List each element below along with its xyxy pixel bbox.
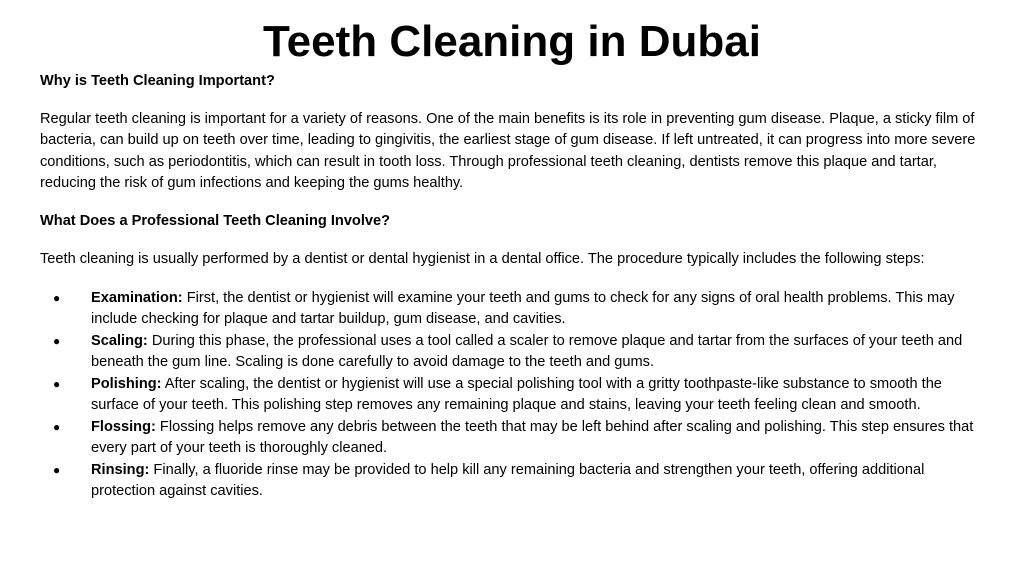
why-paragraph: Regular teeth cleaning is important for a variety of reasons. One of the main benefits is its role in preventing gum disease. Plaque, a sticky film of bacteria, can build up on teeth over time, leading to gingivitis, the earliest stage of gum disease. If left untreated, it can progress into more severe conditions, such as periodontitis, which can result in tooth loss. Through professional teeth cleaning, dentists remove this plaque and tartar, reducing the risk of gum infections and keeping the gums healthy. [40,110,976,191]
what-heading: What Does a Professional Teeth Cleaning Involve? [40,212,391,229]
step-text: Flossing helps remove any debris between the teeth that may be left behind after scaling and polishing. This step ensures that every part of your teeth is thoroughly cleaned. [91,418,974,456]
list-item-scaling [40,331,980,374]
bullet-icon: ● [53,376,61,391]
step-term: Polishing: [91,375,162,392]
step-term: Scaling: [91,332,148,349]
step-term: Examination: [91,289,183,306]
steps-list [40,288,980,503]
list-item-rinsing [40,460,980,503]
bullet-icon: ● [53,290,61,305]
bullet-icon: ● [53,419,61,434]
list-item-flossing [40,417,980,460]
list-item-polishing [40,374,980,417]
slide-content [40,71,980,503]
step-text: Finally, a fluoride rinse may be provided to help kill any remaining bacteria and strengthen your teeth, offering additional protection against cavities. [91,461,925,499]
why-heading: Why is Teeth Cleaning Important? [40,73,275,89]
bullet-icon: ● [53,333,61,348]
step-term: Flossing: [91,418,156,435]
step-text: During this phase, the professional uses a tool called a scaler to remove plaque and tartar from the surfaces of your teeth and beneath the gum line. Scaling is done carefully to avoid damage to the teeth and gums. [91,332,963,370]
step-term: Rinsing: [91,461,150,478]
list-item-examination [40,288,980,331]
bullet-icon: ● [53,462,61,477]
page-title: Teeth Cleaning in Dubai [263,17,761,66]
what-paragraph: Teeth cleaning is usually performed by a dentist or dental hygienist in a dental office. The procedure typically includes the following steps: [40,251,925,267]
step-text: First, the dentist or hygienist will examine your teeth and gums to check for any signs of oral health problems. This may include checking for plaque and tartar buildup, gum disease, and cavities. [91,289,955,327]
step-text: After scaling, the dentist or hygienist will use a special polishing tool with a gritty toothpaste-like substance to smooth the surface of your teeth. This polishing step removes any remaining plaque and stains, leaving your teeth feeling clean and smooth. [91,375,942,413]
